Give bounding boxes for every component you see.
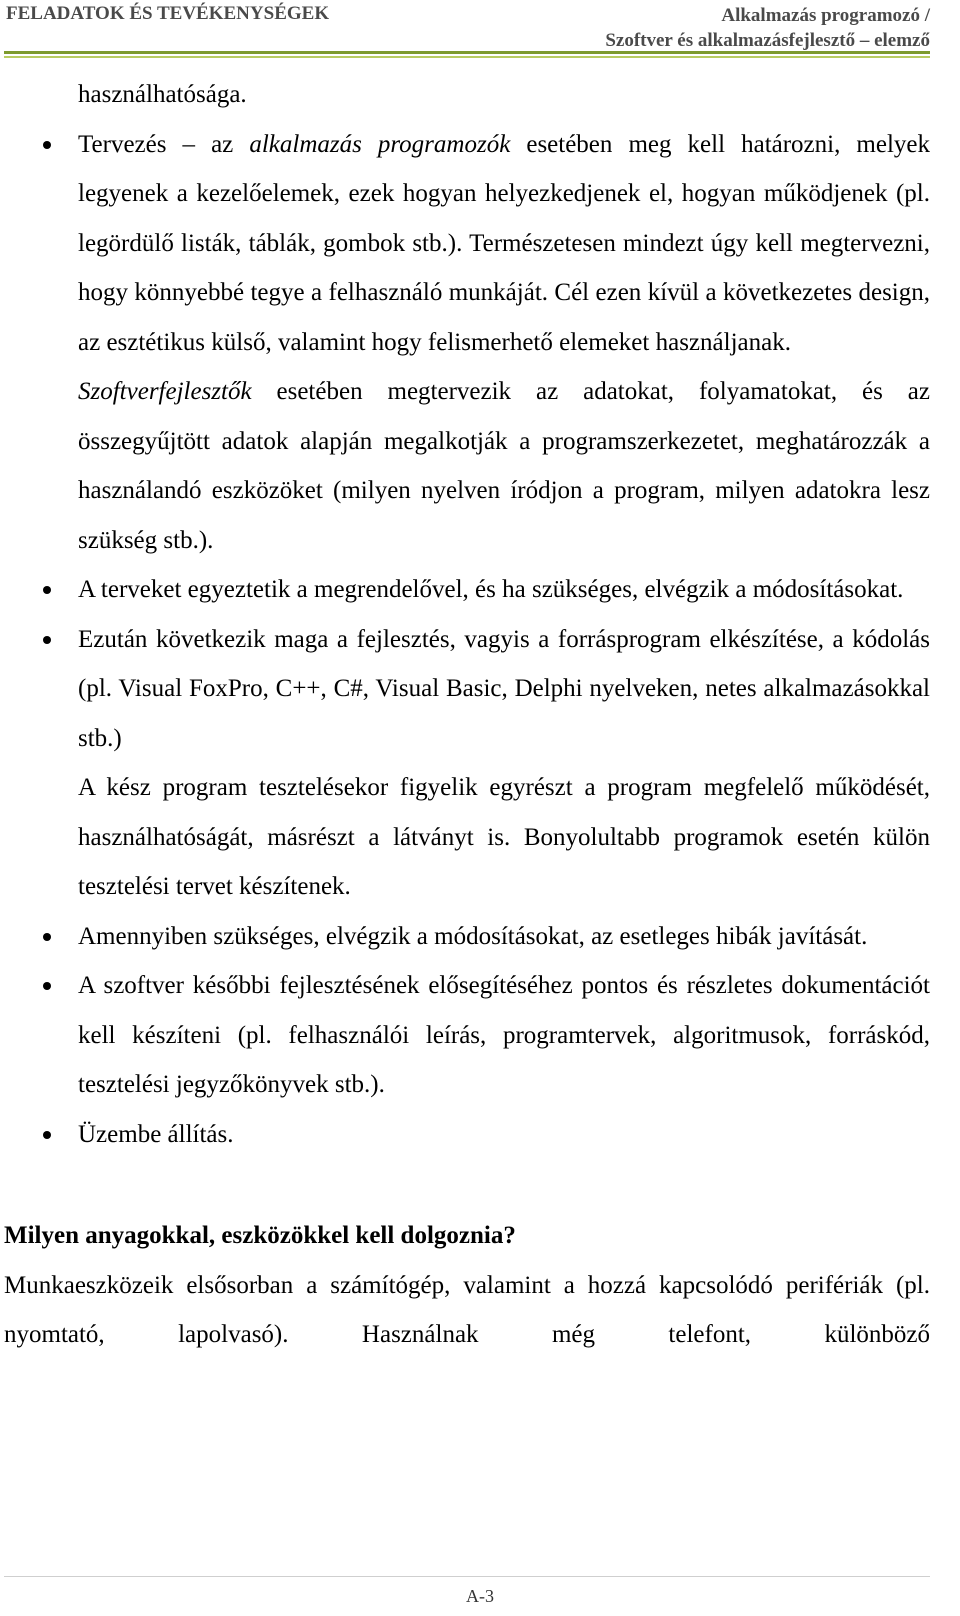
list-item-design-text: esetében meg kell határozni, melyek legyenek a kezelőelemek, ezek hogyan helyezkedjenek el, hogyan működjenek (pl. legördülő listák, táblák, gombok stb.). Természetesen mindezt úgy kell megtervezni, hogy könnyebbé tegye a felhasználó munkáját. Cél ezen kívül a következetes design, az esztétikus külső, valamint hogy felismerhető elemeket használjanak. (78, 130, 930, 356)
header-rule-dark (4, 51, 930, 54)
header-occupation-line2: Szoftver és alkalmazásfejlesztő – elemző (605, 30, 930, 51)
paragraph-tools: Munkaeszközeik elsősorban a számítógép, valamint a hozzá kapcsolódó perifériák (pl. nyomtató, lapolvasó). Használnak még telefont, különböző (4, 1271, 930, 1348)
footer-rule (4, 1576, 930, 1577)
list-item-design-emphasis: alkalmazás programozók (249, 130, 511, 158)
paragraph-developers (78, 367, 930, 565)
continuation-text: használhatósága. (78, 81, 247, 108)
list-item-deployment: Üzembe állítás. (78, 1110, 930, 1160)
paragraph-developers-text: esetében megtervezik az adatokat, folyamatokat, és az összegyűjtött adatok alapján megalkotják a programszerkezetet, meghatározzák a használandó eszközöket (milyen nyelven íródjon a program, milyen adatokra lesz szükség stb.). (78, 378, 930, 554)
list-item-development: Ezután következik maga a fejlesztés, vagyis a forrásprogram elkészítése, a kódolás (pl. Visual FoxPro, C++, C#, Visual Basic, Delphi nyelveken, netes alkalmazásokkal stb.) (78, 615, 930, 764)
list-item-client-review: A terveket egyeztetik a megrendelővel, és ha szükséges, elvégzik a módosításokat. (78, 565, 930, 615)
list-item-documentation: A szoftver későbbi fejlesztésének elősegítéséhez pontos és részletes dokumentációt kell készíteni (pl. felhasználói leírás, programtervek, algoritmusok, forráskód, tesztelési jegyzőkönyvek stb.). (78, 961, 930, 1110)
section-heading: Milyen anyagokkal, eszközökkel kell dolgoznia? (4, 1222, 516, 1249)
header-occupation-title (605, 3, 930, 53)
paragraph-developers-emphasis: Szoftverfejlesztők (78, 378, 252, 405)
paragraph-testing: A kész program tesztelésekor figyelik egyrészt a program megfelelő működését, használhatóságát, másrészt a látványt is. Bonyolultabb programok esetén külön tesztelési tervet készítenek. (78, 774, 930, 900)
header-occupation-line1: Alkalmazás programozó / (721, 5, 930, 26)
page-footer (0, 1586, 960, 1607)
list-item-design (78, 120, 930, 368)
list-item-fixes: Amennyiben szükséges, elvégzik a módosításokat, az esetleges hibák javítását. (78, 912, 930, 962)
page-header (0, 0, 960, 56)
header-rule-light (4, 56, 930, 58)
page-number: A-3 (466, 1586, 494, 1606)
page-body (0, 70, 960, 1360)
header-section-title: FELADATOK ÉS TEVÉKENYSÉGEK (6, 3, 330, 24)
list-item-design-lead: Tervezés – az (78, 130, 250, 158)
